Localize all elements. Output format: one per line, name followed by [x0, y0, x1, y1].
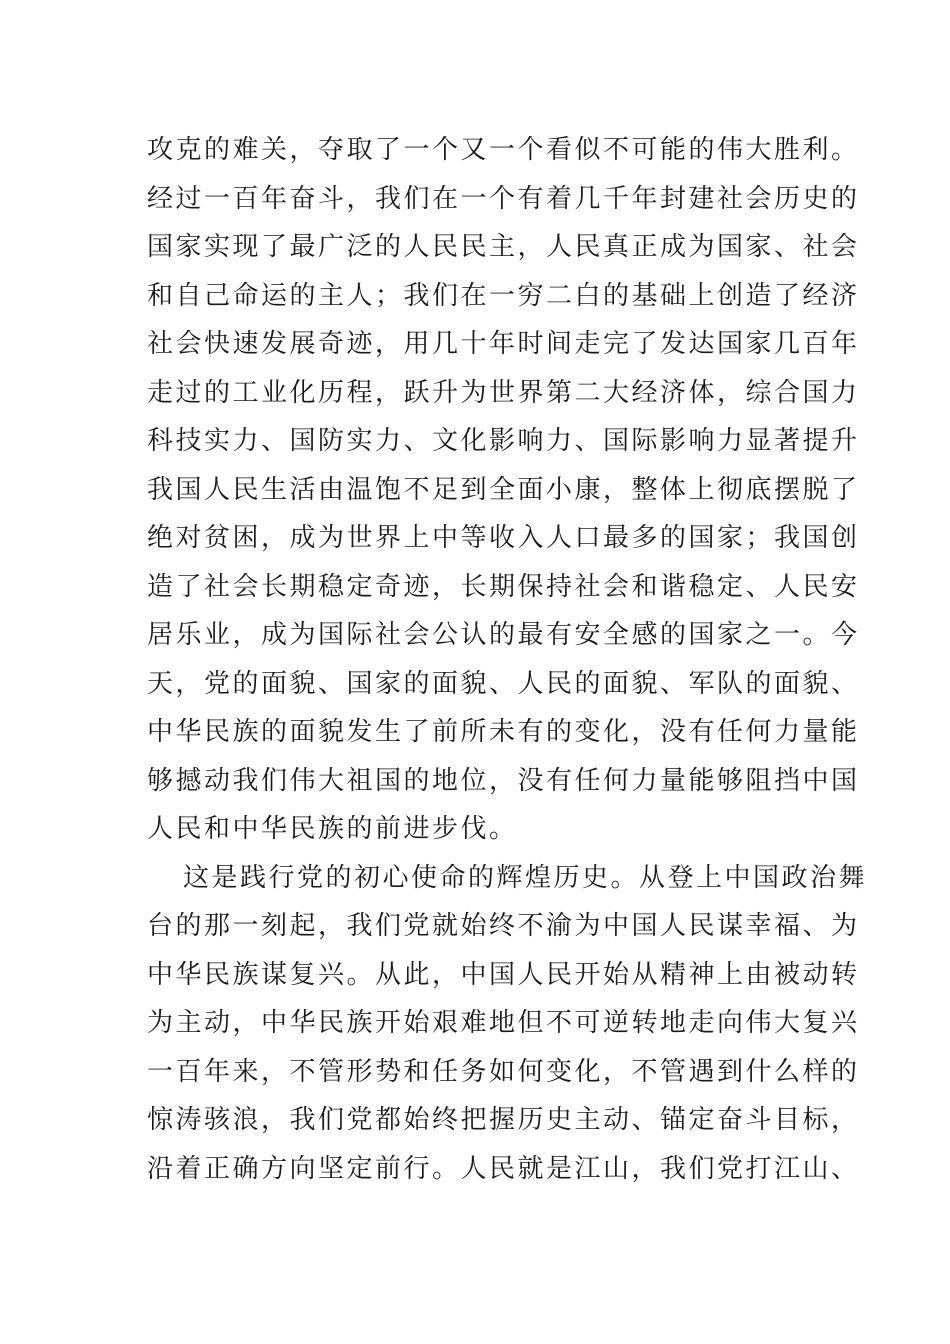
text-line: 够撼动我们伟大祖国的地位，没有任何力量能够阻挡中国 — [147, 765, 860, 796]
text-line: 中华民族谋复兴。从此，中国人民开始从精神上由被动转 — [147, 959, 860, 990]
text-line: 一百年来，不管形势和任务如何变化，不管遇到什么样的 — [147, 1056, 860, 1087]
text-line: 科技实力、国防实力、文化影响力、国际影响力显著提升 — [147, 426, 860, 456]
text-line: 国家实现了最广泛的人民民主，人民真正成为国家、社会 — [147, 232, 860, 262]
text-line: 台的那一刻起，我们党就始终不渝为中国人民谋幸福、为 — [147, 911, 860, 941]
text-line: 沿着正确方向坚定前行。人民就是江山，我们党打江山、 — [147, 1153, 860, 1184]
text-line: 和自己命运的主人；我们在一穷二白的基础上创造了经济 — [147, 280, 860, 311]
text-line: 惊涛骇浪，我们党都始终把握历史主动、锚定奋斗目标， — [147, 1105, 860, 1135]
text-line: 走过的工业化历程，跃升为世界第二大经济体，综合国力 — [147, 377, 860, 408]
text-line: 攻克的难关，夺取了一个又一个看似不可能的伟大胜利。 — [147, 135, 860, 165]
paragraph-start-line: 这是践行党的初心使命的辉煌历史。从登上中国政治舞 — [183, 862, 868, 893]
text-line: 中华民族的面貌发生了前所未有的变化，没有任何力量能 — [147, 717, 860, 747]
text-line: 天，党的面貌、国家的面貌、人民的面貌、军队的面貌、 — [147, 668, 860, 699]
text-line: 人民和中华民族的前进步伐。 — [147, 814, 518, 844]
text-line: 绝对贫困，成为世界上中等收入人口最多的国家；我国创 — [147, 523, 860, 553]
body-text — [147, 126, 868, 1193]
text-line: 经过一百年奋斗，我们在一个有着几千年封建社会历史的 — [147, 183, 860, 214]
text-line: 我国人民生活由温饱不足到全面小康，整体上彻底摆脱了 — [147, 474, 860, 505]
text-line: 居乐业，成为国际社会公认的最有安全感的国家之一。今 — [147, 620, 860, 650]
text-line: 社会快速发展奇迹，用几十年时间走完了发达国家几百年 — [147, 329, 860, 359]
text-line: 为主动，中华民族开始艰难地但不可逆转地走向伟大复兴 — [147, 1008, 860, 1038]
text-line: 造了社会长期稳定奇迹，长期保持社会和谐稳定、人民安 — [147, 571, 860, 602]
